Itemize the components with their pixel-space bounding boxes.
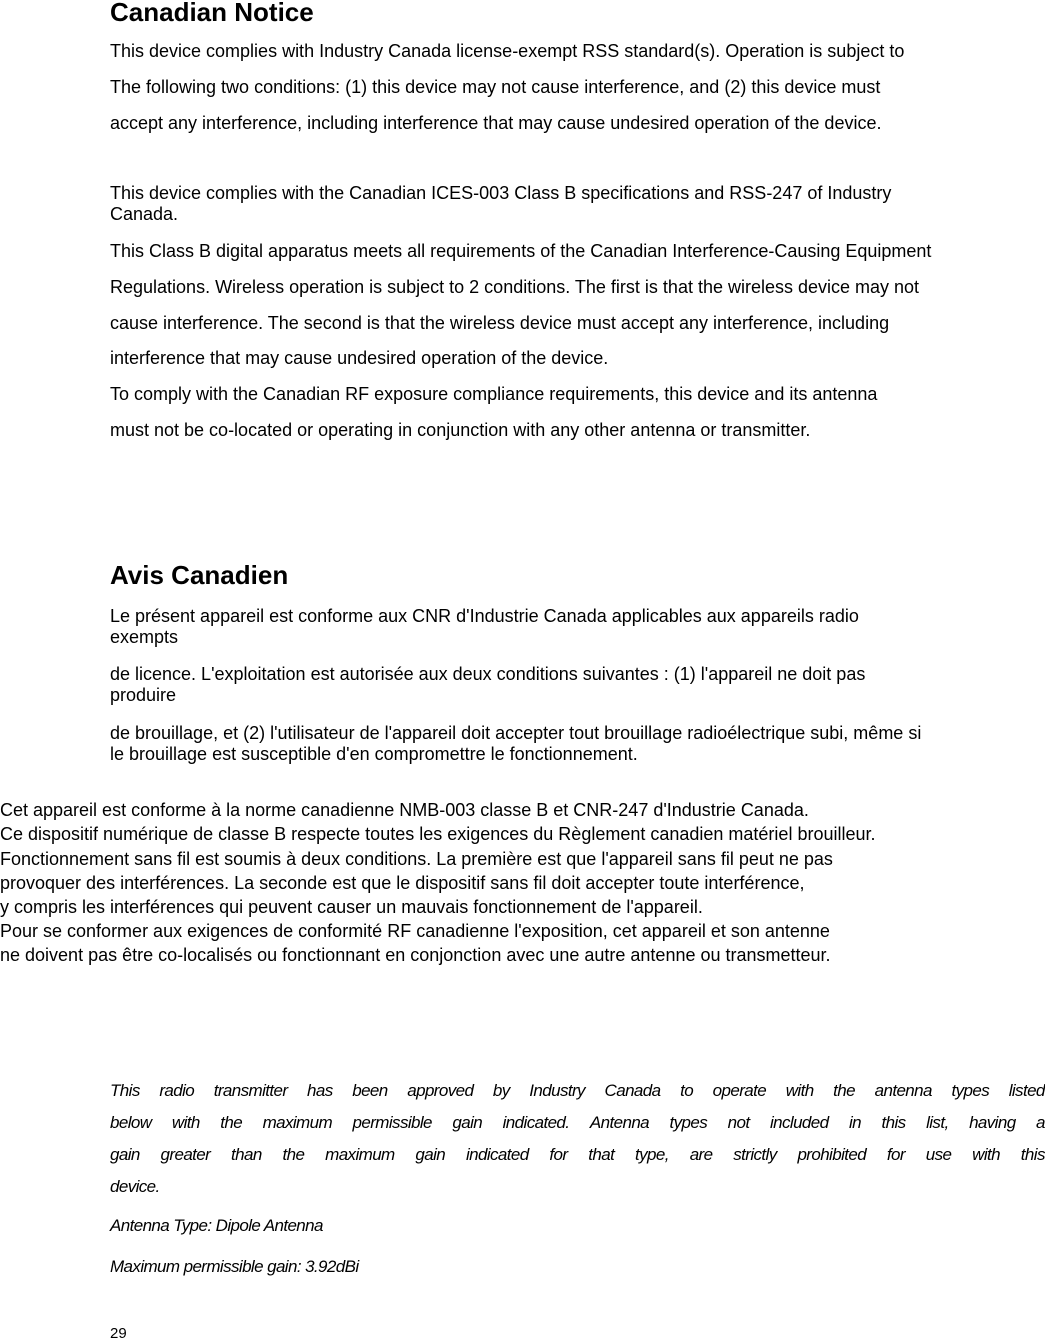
word: are (689, 1145, 713, 1164)
canadian-notice-line: This device complies with Industry Canada license-exempt RSS standard(s). Operation is subject to (110, 41, 905, 61)
word: by (492, 1081, 510, 1100)
canadian-notice-line: cause interference. The second is that the wireless device must accept any interference, including (110, 313, 890, 333)
avis-paragraph-line: y compris les interférences qui peuvent causer un mauvais fonctionnement de l'appareil. (0, 897, 703, 917)
word: not (727, 1113, 750, 1132)
word: antenna (874, 1081, 932, 1100)
avis-paragraph-line: Pour se conformer aux exigences de conformité RF canadienne l'exposition, cet appareil et son antenne (0, 921, 830, 941)
antenna-type: Antenna Type: Dipole Antenna (110, 1216, 323, 1235)
word: than (231, 1145, 262, 1164)
word: this (1020, 1145, 1045, 1164)
word: gain (415, 1145, 446, 1164)
canadian-notice-line: interference that may cause undesired operation of the device. (110, 348, 609, 368)
word: list, (926, 1113, 949, 1132)
avis-paragraph-line: Ce dispositif numérique de classe B respecte toutes les exigences du Règlement canadien matériel brouilleur. (0, 824, 876, 844)
canadian-notice-line: accept any interference, including interference that may cause undesired operation of the device. (110, 113, 882, 133)
word: strictly (733, 1145, 777, 1164)
antenna-line: device. (110, 1177, 160, 1196)
avis-line: de brouillage, et (2) l'utilisateur de l'appareil doit accepter tout brouillage radioélectrique subi, même si (110, 723, 922, 743)
word: indicated. (502, 1113, 570, 1132)
avis-canadien-title: Avis Canadien (110, 560, 289, 590)
word: gain (110, 1145, 140, 1164)
canadian-notice-title: Canadian Notice (110, 0, 314, 27)
word: gain (452, 1113, 483, 1132)
word: this (881, 1113, 906, 1132)
word: listed (1008, 1081, 1045, 1100)
word: Industry (529, 1081, 585, 1100)
avis-paragraph-line: provoquer des interférences. La seconde est que le dispositif sans fil doit accepter toute interférence, (0, 873, 805, 893)
canadian-notice-line: must not be co-located or operating in conjunction with any other antenna or transmitter. (110, 420, 811, 440)
word: radio (159, 1081, 195, 1100)
word: use (925, 1145, 952, 1164)
antenna-line-justified (110, 1113, 1045, 1133)
word: transmitter (213, 1081, 288, 1100)
word: the (220, 1113, 243, 1132)
avis-paragraph-line: Fonctionnement sans fil est soumis à deux conditions. La première est que l'appareil sans fil peut ne pas (0, 849, 833, 869)
canadian-notice-line: Canada. (110, 204, 179, 224)
word: greater (160, 1145, 211, 1164)
word: in (848, 1113, 862, 1132)
avis-paragraph-line: Cet appareil est conforme à la norme canadienne NMB-003 classe B et CNR-247 d'Industrie Canada. (0, 800, 809, 820)
word: type, (635, 1145, 669, 1164)
antenna-max-gain: Maximum permissible gain: 3.92dBi (110, 1257, 359, 1276)
word: operate (712, 1081, 767, 1100)
word: Canada (604, 1081, 661, 1100)
word: prohibited (797, 1145, 867, 1164)
word: for (886, 1145, 905, 1164)
avis-line: produire (110, 685, 177, 705)
word: approved (407, 1081, 474, 1100)
canadian-notice-line: The following two conditions: (1) this device may not cause interference, and (2) this device must (110, 77, 881, 97)
word: types (669, 1113, 708, 1132)
word: included (769, 1113, 829, 1132)
word: having (969, 1113, 1016, 1132)
word: maximum (262, 1113, 333, 1132)
canadian-notice-line: This Class B digital apparatus meets all requirements of the Canadian Interference-Causing Equipment (110, 241, 932, 261)
word: the (833, 1081, 856, 1100)
word: permissible (352, 1113, 432, 1132)
canadian-notice-line: Regulations. Wireless operation is subject to 2 conditions. The first is that the wireless device may not (110, 277, 920, 297)
word: a (1036, 1113, 1045, 1132)
avis-line: de licence. L'exploitation est autorisée aux deux conditions suivantes : (1) l'appareil ne doit pas (110, 664, 866, 684)
avis-paragraph-line: ne doivent pas être co-localisés ou fonctionnant en conjonction avec une autre antenne ou transmetteur. (0, 945, 831, 965)
word: that (588, 1145, 615, 1164)
avis-line: Le présent appareil est conforme aux CNR d'Industrie Canada applicables aux appareils radio (110, 606, 859, 626)
word: for (549, 1145, 568, 1164)
avis-line: exempts (110, 627, 179, 647)
canadian-notice-line: To comply with the Canadian RF exposure compliance requirements, this device and its antenna (110, 384, 878, 404)
word: Antenna (589, 1113, 650, 1132)
word: has (307, 1081, 333, 1100)
canadian-notice-line: This device complies with the Canadian ICES-003 Class B specifications and RSS-247 of Industry (110, 183, 892, 203)
antenna-line-justified (110, 1081, 1045, 1101)
avis-line: le brouillage est susceptible d'en compromettre le fonctionnement. (110, 744, 638, 764)
word: with (785, 1081, 814, 1100)
word: with (171, 1113, 200, 1132)
word: indicated (465, 1145, 529, 1164)
word: to (680, 1081, 694, 1100)
page-number: 29 (110, 1325, 127, 1342)
antenna-line-justified (110, 1145, 1045, 1165)
word: below (110, 1113, 152, 1132)
word: This (110, 1081, 140, 1100)
word: maximum (325, 1145, 395, 1164)
word: been (352, 1081, 388, 1100)
word: with (972, 1145, 1000, 1164)
word: the (282, 1145, 305, 1164)
word: types (951, 1081, 990, 1100)
